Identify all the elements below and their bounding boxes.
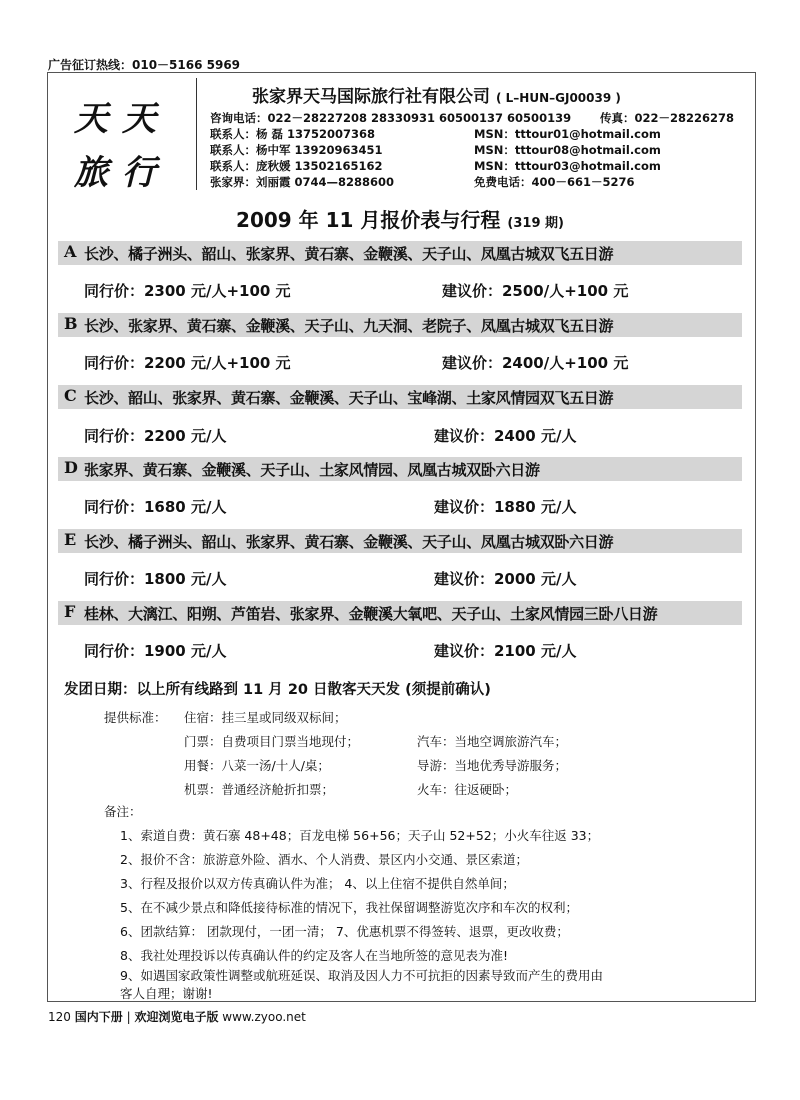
brand-line-1: 天天 [74,99,170,139]
route-name: 长沙、张家界、黄石寨、金鞭溪、天子山、九天洞、老院子、凤凰古城双飞五日游 [84,317,614,335]
contact-left: 联系人：杨 磊 13752007368 [210,127,376,141]
footer-separator: | [126,1010,131,1024]
suggested-price: 建议价：1880 元/人 [434,498,577,516]
contact-left: 联系人：庞秋媛 13502165162 [210,159,383,173]
contact-left: 联系人：杨中军 13920963451 [210,143,383,157]
note-item: 2、报价不含：旅游意外险、酒水、个人消费、景区内小交通、景区索道； [120,852,528,867]
contact-row [210,158,750,174]
contact-row [210,174,750,190]
route-name: 长沙、韶山、张家界、黄石寨、金鞭溪、天子山、宝峰湖、土家风情园双飞五日游 [84,389,614,407]
route-bar [58,529,742,553]
header-divider [196,78,197,190]
route-name: 桂林、大漓江、阳朔、芦笛岩、张家界、金鞭溪大氧吧、天子山、土家风情园三卧八日游 [84,605,658,623]
peer-price: 同行价：1680 元/人 [84,498,227,516]
route-letter: C [64,386,77,405]
route-bar [58,241,742,265]
footer-url[interactable]: www.zyoo.net [222,1010,306,1024]
page-title-main: 2009 年 11 月报价表与行程 [236,208,501,232]
issue-number: (319 期) [507,216,564,231]
company-header [252,82,621,107]
suggested-price: 建议价：2000 元/人 [434,570,577,588]
note-item: 客人自理；谢谢! [120,986,213,1001]
route-bar [58,313,742,337]
contact-row [210,126,750,142]
contact-freephone: 免费电话：400－661－5276 [474,175,635,189]
suggested-price: 建议价：2400 元/人 [434,427,577,445]
route-bar [58,385,742,409]
note-item: 6、团款结算： 团款现付，一团一清； 7、优惠机票不得签转、退票，更改收费； [120,924,569,939]
route-name: 长沙、橘子洲头、韶山、张家界、黄石寨、金鞭溪、天子山、凤凰古城双卧六日游 [84,533,614,551]
route-bar [58,457,742,481]
route-letter: A [64,242,77,261]
note-item: 8、我社处理投诉以传真确认件的约定及客人在当地所签的意见表为准! [120,948,508,963]
standard-hotel: 住宿：挂三星或同级双标间； [184,710,347,725]
departure-schedule: 发团日期：以上所有线路到 11 月 20 日散客天天发 (须提前确认) [64,682,491,698]
contact-msn: MSN：tttour01@hotmail.com [474,127,661,141]
section-name: 国内下册 [74,1010,123,1024]
contact-fax: 传真：022－28226278 [600,111,735,125]
page-title [0,204,800,233]
suggested-price: 建议价：2100 元/人 [434,642,577,660]
contact-left: 咨询电话：022－28227208 28330931 60500137 60500139 [210,111,572,125]
note-item: 9、如遇国家政策性调整或航班延误、取消及因人力不可抗拒的因素导致而产生的费用由 [120,968,603,983]
ad-hotline: 广告征订热线：010－5166 5969 [48,58,241,72]
route-letter: E [64,530,77,549]
route-name: 张家界、黄石寨、金鞭溪、天子山、土家风情园、凤凰古城双卧六日游 [84,461,540,479]
standard-ticket: 门票：自费项目门票当地现付； [184,734,360,749]
peer-price: 同行价：2200 元/人 [84,427,227,445]
route-letter: F [64,602,76,621]
standard-train: 火车：往返硬卧； [417,782,518,797]
peer-price: 同行价：1900 元/人 [84,642,227,660]
footer-promo: 欢迎浏览电子版 [134,1010,219,1024]
contact-msn: MSN：tttour03@hotmail.com [474,159,661,173]
route-bar [58,601,742,625]
contact-row [210,142,750,158]
suggested-price: 建议价：2400/人+100 元 [442,354,629,372]
contact-block [210,110,750,190]
peer-price: 同行价：2200 元/人+100 元 [84,354,291,372]
contact-msn: MSN：tttour08@hotmail.com [474,143,661,157]
company-name: 张家界天马国际旅行社有限公司 [252,87,490,107]
notes-label: 备注： [104,804,142,819]
route-letter: D [64,458,78,477]
note-item: 5、在不减少景点和降低接待标准的情况下，我社保留调整游览次序和车次的权利； [120,900,578,915]
standard-meal: 用餐：八菜一汤/十人/桌； [184,758,330,773]
license-number: ( L–HUN–GJ00039 ) [496,91,621,105]
page-number: 120 [48,1010,71,1024]
brand-line-2: 旅行 [74,153,170,193]
note-item: 1、索道自费：黄石寨 48+48；百龙电梯 56+56；天子山 52+52；小火车往返 33； [120,828,600,843]
route-letter: B [64,314,78,333]
contact-left: 张家界：刘丽霞 0744—8288600 [210,175,395,189]
route-name: 长沙、橘子洲头、韶山、张家界、黄石寨、金鞭溪、天子山、凤凰古城双飞五日游 [84,245,614,263]
contact-row [210,110,750,126]
note-item: 3、行程及报价以双方传真确认件为准； 4、以上住宿不提供自然单间； [120,876,515,891]
page-footer [48,1008,306,1025]
standard-guide: 导游：当地优秀导游服务； [417,758,568,773]
peer-price: 同行价：1800 元/人 [84,570,227,588]
standards-label: 提供标准： [104,710,167,725]
brand-logo [62,92,182,200]
standard-air: 机票：普通经济舱折扣票； [184,782,335,797]
standard-bus: 汽车：当地空调旅游汽车； [417,734,568,749]
suggested-price: 建议价：2500/人+100 元 [442,282,629,300]
peer-price: 同行价：2300 元/人+100 元 [84,282,291,300]
